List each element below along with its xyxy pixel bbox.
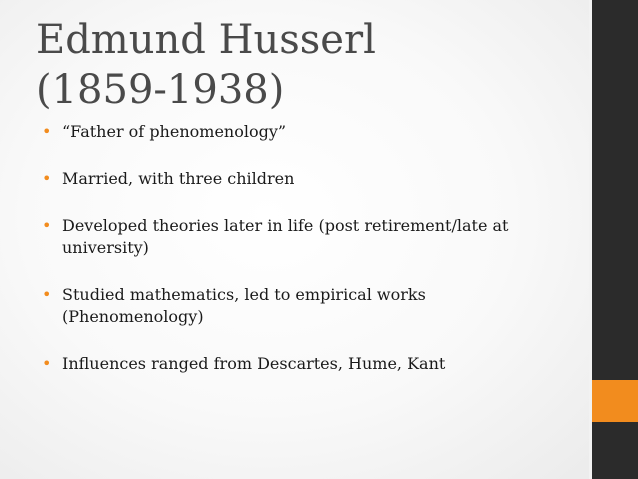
bullet-text: Influences ranged from Descartes, Hume, Kant [62, 354, 446, 373]
bullet-item [42, 168, 542, 190]
bullet-text: “Father of phenomenology” [62, 122, 287, 141]
bullet-marker: • [42, 354, 52, 373]
bullet-text: Developed theories later in life (post retirement/late at university) [62, 216, 509, 257]
bullet-text: Married, with three children [62, 169, 295, 188]
bullet-marker: • [42, 216, 52, 235]
bullet-marker: • [42, 169, 52, 188]
bullet-item [42, 284, 542, 328]
bullet-item [42, 121, 542, 143]
bullet-text: Studied mathematics, led to empirical works (Phenomenology) [62, 285, 426, 326]
bullet-item [42, 215, 542, 259]
bullet-list [42, 121, 542, 400]
bullet-item [42, 353, 542, 375]
bullet-marker: • [42, 285, 52, 304]
slide-title: Edmund Husserl (1859-1938) [36, 17, 376, 113]
bullet-marker: • [42, 122, 52, 141]
side-accent-block [592, 380, 638, 422]
